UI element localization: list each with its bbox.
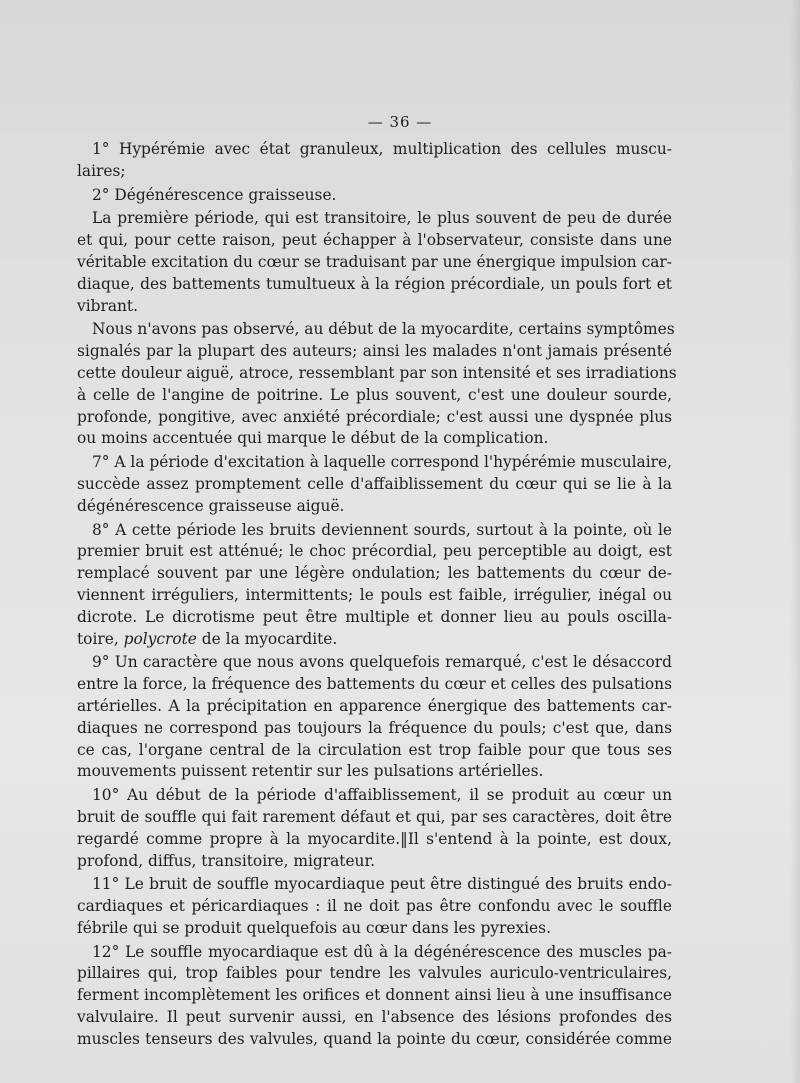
text-line: valvulaire. Il peut survenir aussi, en l'absence des lésions profondes des (77, 1008, 672, 1027)
text-line: bruit de souffle qui fait rarement défaut et qui, par ses caractères, doit être (77, 807, 672, 826)
text-line: signalés par la plupart des auteurs; ainsi les malades n'ont jamais présenté (77, 342, 672, 361)
text-line: 10° Au début de la période d'affaiblissement, il se produit au cœur un (92, 786, 672, 805)
text-line: pillaires qui, trop faibles pour tendre les valvules auriculo-ventriculaires, (77, 964, 672, 983)
text-line: muscles tenseurs des valvules, quand la pointe du cœur, considérée comme (77, 1029, 672, 1048)
page-number: — 36 — (367, 113, 433, 131)
text-line: dicrote. Le dicrotisme peut être multiple et donner lieu au pouls oscilla- (77, 607, 672, 626)
text-line: à celle de l'angine de poitrine. Le plus souvent, c'est une douleur sourde, (77, 385, 672, 404)
text-line: 2° Dégénérescence graisseuse. (92, 185, 337, 204)
body-text (77, 139, 677, 1051)
italic-term: polycrote (123, 629, 197, 648)
text-line: ou moins accentuée qui marque le début de la complication. (77, 429, 549, 448)
text-line: ferment incomplètement les orifices et donnent ainsi lieu à une insuffisance (77, 986, 672, 1005)
text-line: profonde, pongitive, avec anxiété précordiale; c'est aussi une dyspnée plus (77, 407, 672, 426)
text-line: laires; (77, 161, 126, 180)
text-line: dégénérescence graisseuse aiguë. (77, 496, 345, 515)
text-line: toire, polycrote de la myocardite. (77, 629, 338, 648)
page-edge-shadow (790, 0, 800, 1083)
text-line: viennent irréguliers, intermittents; le pouls est faible, irrégulier, inégal ou (77, 585, 672, 604)
text-line: 8° A cette période les bruits deviennent sourds, surtout à la pointe, où le (92, 520, 672, 539)
text-line: profond, diffus, transitoire, migrateur. (77, 851, 376, 870)
text-line: premier bruit est atténué; le choc précordial, peu perceptible au doigt, est (77, 542, 672, 561)
text-line: artérielles. A la précipitation en apparence énergique des battements car- (77, 696, 672, 715)
text-line: véritable excitation du cœur se traduisant par une énergique impulsion car- (77, 252, 672, 271)
text-line: regardé comme propre à la myocardite.‖Il s'entend à la pointe, est doux, (77, 829, 672, 848)
text-line: diaques ne correspond pas toujours la fréquence du pouls; c'est que, dans (77, 718, 672, 737)
text-line: cardiaques et péricardiaques : il ne doit pas être confondu avec le souffle (77, 897, 672, 916)
text-line: 1° Hypérémie avec état granuleux, multiplication des cellules muscu- (92, 140, 672, 158)
text-line: ce cas, l'organe central de la circulation est trop faible pour que tous ses (77, 740, 672, 759)
text-line: et qui, pour cette raison, peut échapper à l'observateur, consiste dans une (77, 231, 672, 250)
text-line: diaque, des battements tumultueux à la région précordiale, un pouls fort et (77, 274, 672, 293)
text-line: vibrant. (77, 296, 138, 315)
text-line: 11° Le bruit de souffle myocardiaque peut être distingué des bruits endo- (92, 875, 672, 894)
text-line: cette douleur aiguë, atroce, ressemblant par son intensité et ses irradiations (77, 363, 677, 382)
text-line: 7° A la période d'excitation à laquelle correspond l'hypérémie musculaire, (92, 453, 672, 472)
text-line: entre la force, la fréquence des battements du cœur et celles des pulsations (77, 675, 672, 694)
text-line: 9° Un caractère que nous avons quelquefois remarqué, c'est le désaccord (92, 653, 672, 672)
text-line: fébrile qui se produit quelquefois au cœur dans les pyrexies. (77, 918, 551, 937)
text-line: remplacé souvent par une légère ondulation; les battements du cœur de- (77, 564, 672, 583)
text-line: Nous n'avons pas observé, au début de la myocardite, certains symptômes (92, 320, 675, 339)
text-line: mouvements puissent retentir sur les pulsations artérielles. (77, 762, 544, 781)
text-line: La première période, qui est transitoire, le plus souvent de peu de durée (92, 209, 672, 228)
text-line: succède assez promptement celle d'affaiblissement du cœur qui se lie à la (77, 474, 672, 493)
text-line: 12° Le souffle myocardiaque est dû à la dégénérescence des muscles pa- (92, 942, 672, 961)
